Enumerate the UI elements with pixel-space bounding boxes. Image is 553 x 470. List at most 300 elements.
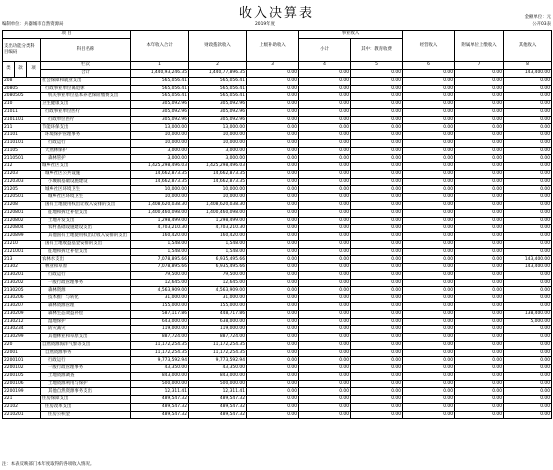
subject-code: 213 (3, 256, 41, 264)
amount-cell: 0.00 (351, 287, 403, 295)
amount-cell: 0.00 (403, 302, 455, 310)
amount-cell: 0.00 (247, 396, 299, 404)
amount-cell: 0.00 (455, 271, 504, 279)
amount-cell: 0.00 (247, 248, 299, 256)
amount-cell: 4,563,909.00 (189, 287, 247, 295)
table-row (3, 186, 552, 194)
col-no: 3 (247, 62, 299, 70)
subject-code: 2200199 (3, 388, 41, 396)
amount-cell: 0.00 (403, 116, 455, 124)
amount-cell: 0.00 (455, 240, 504, 248)
amount-cell: 489,547.32 (131, 403, 189, 411)
amount-cell: 9,773,592.94 (131, 357, 189, 365)
amount-cell: 0.00 (455, 302, 504, 310)
subject-name-header: 科目名称 (41, 39, 131, 62)
subject-name: 土地资源调查 (41, 372, 131, 380)
amount-cell: 0.00 (504, 302, 552, 310)
amount-cell: 0.00 (403, 163, 455, 171)
table-row (3, 116, 552, 124)
subject-code: 2130202 (3, 279, 41, 287)
total-cell: 1,440,93,246.35 (131, 70, 189, 78)
amount-cell: 0.00 (504, 403, 552, 411)
amount-cell: 489,547.32 (189, 411, 247, 419)
amount-cell: 11,172,254.35 (131, 341, 189, 349)
amount-cell: 0.00 (403, 248, 455, 256)
amount-cell: 643,000.00 (131, 318, 189, 326)
amount-cell: 0.00 (455, 287, 504, 295)
amount-cell: 0.00 (351, 271, 403, 279)
amount-cell: 0.00 (351, 279, 403, 287)
amount-cell: 43,350.00 (189, 365, 247, 373)
amount-cell: 305,092.96 (131, 101, 189, 109)
amount-cell: 0.00 (247, 411, 299, 419)
subject-name: 国有土地收益基金安排的支出 (41, 240, 131, 248)
table-row (3, 310, 552, 318)
amount-cell: 0.00 (299, 349, 351, 357)
amount-cell: 0.00 (504, 163, 552, 171)
amount-cell: 0.00 (351, 240, 403, 248)
amount-cell: 0.00 (504, 396, 552, 404)
table-row (3, 396, 552, 404)
amount-cell: 0.00 (299, 155, 351, 163)
table-row (3, 240, 552, 248)
amount-cell: 0.00 (299, 411, 351, 419)
amount-cell: 0.00 (299, 287, 351, 295)
amount-cell: 10,000.00 (189, 194, 247, 202)
amount-cell: 0.00 (504, 124, 552, 132)
amount-cell: 887,724.00 (189, 334, 247, 342)
amount-cell: 0.00 (351, 349, 403, 357)
amount-cell: 0.00 (247, 380, 299, 388)
subject-code: 2110501 (3, 155, 41, 163)
amount-cell: 0.00 (299, 225, 351, 233)
amount-cell: 0.00 (299, 194, 351, 202)
subject-name: 社会保障和就业支出 (41, 77, 131, 85)
amount-cell: 138,400.00 (504, 310, 552, 318)
total-cell: 0.00 (299, 70, 351, 78)
amount-cell: 887,724.00 (131, 334, 189, 342)
subject-name: 林业和草原 (41, 264, 131, 272)
amount-cell: 143,400.00 (504, 264, 552, 272)
subject-name: 森林资源 (41, 287, 131, 295)
table-row (3, 264, 552, 272)
amount-cell: 0.00 (403, 217, 455, 225)
kuan-header: 款 (15, 62, 27, 78)
amount-cell: 0.00 (504, 326, 552, 334)
table-row (3, 209, 552, 217)
amount-cell: 0.00 (247, 147, 299, 155)
subject-name: 森林管护 (41, 155, 131, 163)
amount-cell: 0.00 (247, 365, 299, 373)
subject-name: 农村基础设施建设支出 (41, 225, 131, 233)
amount-cell: 14,662,873.35 (189, 178, 247, 186)
subject-name: 征地和拆迁补偿支出 (41, 209, 131, 217)
amount-cell: 0.00 (299, 240, 351, 248)
subject-code: 208 (3, 77, 41, 85)
lei-header: 类 (3, 62, 15, 78)
subject-name: 技术推广与转化 (41, 295, 131, 303)
amount-cell: 0.00 (504, 240, 552, 248)
amount-cell: 5,000.00 (504, 318, 552, 326)
total-cell: 1,440,77,896.35 (189, 70, 247, 78)
amount-cell: 0.00 (403, 341, 455, 349)
subject-name: 城乡社区环境卫生 (41, 186, 131, 194)
subject-name: 城乡社区支出 (41, 163, 131, 171)
amount-cell: 0.00 (351, 295, 403, 303)
amount-cell: 0.00 (299, 108, 351, 116)
total-cell: 0.00 (247, 70, 299, 78)
subject-code: 212 (3, 163, 41, 171)
amount-cell: 0.00 (247, 318, 299, 326)
amount-cell: 0.00 (403, 326, 455, 334)
amount-cell: 12,645.00 (131, 279, 189, 287)
amount-cell: 0.00 (455, 194, 504, 202)
amount-cell: 0.00 (247, 302, 299, 310)
amount-cell: 0.00 (299, 209, 351, 217)
amount-cell: 0.00 (455, 217, 504, 225)
amount-cell: 0.00 (351, 108, 403, 116)
amount-cell: 0.00 (351, 209, 403, 217)
amount-cell: 0.00 (504, 349, 552, 357)
amount-cell: 0.00 (351, 302, 403, 310)
amount-cell: 0.00 (504, 365, 552, 373)
table-row (3, 139, 552, 147)
amount-cell: 0.00 (351, 170, 403, 178)
amount-cell: 0.00 (299, 178, 351, 186)
total-income-header: 本年收入合计 (131, 31, 189, 62)
subject-name: 行政运行 (41, 271, 131, 279)
amount-cell: 0.00 (403, 178, 455, 186)
table-row (3, 372, 552, 380)
amount-cell: 0.00 (247, 77, 299, 85)
amount-cell: 0.00 (455, 411, 504, 419)
table-row (3, 357, 552, 365)
amount-cell: 0.00 (403, 256, 455, 264)
amount-cell: 0.00 (504, 108, 552, 116)
table-row (3, 326, 552, 334)
table-row (3, 225, 552, 233)
amount-cell: 0.00 (403, 310, 455, 318)
amount-cell: 0.00 (403, 101, 455, 109)
subject-code: 2080505 (3, 93, 41, 101)
subject-code: 2200106 (3, 380, 41, 388)
subject-code: 21302 (3, 264, 41, 272)
amount-cell: 7,078,895.66 (131, 264, 189, 272)
amount-cell: 0.00 (455, 341, 504, 349)
amount-cell: 0.00 (504, 225, 552, 233)
amount-cell: 489,547.32 (131, 411, 189, 419)
table-row (3, 403, 552, 411)
subject-name: 行政事业单位医疗 (41, 108, 131, 116)
amount-cell: 843,000.00 (131, 372, 189, 380)
subject-name: 土地开发支出 (41, 217, 131, 225)
amount-cell: 638,000.00 (189, 318, 247, 326)
amount-cell: 0.00 (351, 225, 403, 233)
table-row (3, 124, 552, 132)
table-row (3, 233, 552, 241)
table-row (3, 279, 552, 287)
report-year: 2019年度 (255, 22, 275, 27)
amount-cell: 0.00 (403, 147, 455, 155)
amount-cell: 0.00 (455, 101, 504, 109)
subject-name: 湿地保护 (41, 318, 131, 326)
subject-name: 天然林保护 (41, 147, 131, 155)
subject-name: 行政事业单位离退休 (41, 85, 131, 93)
amount-cell: 0.00 (299, 124, 351, 132)
subject-name: 一般行政管理事务 (41, 365, 131, 373)
amount-cell: 13,000.00 (189, 124, 247, 132)
table-row (3, 194, 552, 202)
amount-cell: 0.00 (504, 388, 552, 396)
amount-cell: 0.00 (299, 326, 351, 334)
subject-name: 住房保障支出 (41, 396, 131, 404)
amount-cell: 0.00 (247, 256, 299, 264)
amount-cell: 0.00 (403, 411, 455, 419)
amount-cell: 565,056.41 (189, 77, 247, 85)
amount-cell: 0.00 (504, 209, 552, 217)
subject-code: 2120801 (3, 209, 41, 217)
amount-cell: 0.00 (351, 357, 403, 365)
table-row (3, 108, 552, 116)
amount-cell: 0.00 (403, 396, 455, 404)
row-number-label: 栏次 (41, 62, 131, 70)
amount-cell: 10,000.00 (131, 132, 189, 140)
amount-cell: 0.00 (247, 93, 299, 101)
amount-cell: 0.00 (299, 170, 351, 178)
amount-cell: 10,000.00 (131, 139, 189, 147)
amount-cell: 0.00 (351, 256, 403, 264)
amount-cell: 0.00 (504, 248, 552, 256)
amount-cell: 0.00 (351, 264, 403, 272)
amount-cell: 0.00 (403, 233, 455, 241)
amount-cell: 0.00 (351, 124, 403, 132)
table-row (3, 302, 552, 310)
amount-cell: 11,172,254.35 (131, 349, 189, 357)
footnote: 注：本表反映部门本年度取得的各项收入情况。 (2, 462, 95, 467)
amount-cell: 0.00 (247, 271, 299, 279)
amount-cell: 0.00 (504, 116, 552, 124)
amount-cell: 0.00 (247, 124, 299, 132)
edu-fee-header: 其中：教育收费 (351, 39, 403, 62)
table-row (3, 287, 552, 295)
subject-name: 森林生态效益补偿 (41, 310, 131, 318)
subject-code: 2130205 (3, 287, 41, 295)
amount-cell: 0.00 (403, 334, 455, 342)
amount-cell: 0.00 (455, 365, 504, 373)
amount-cell: 11,172,254.35 (189, 341, 247, 349)
amount-cell: 0.00 (351, 147, 403, 155)
subject-code: 2200105 (3, 372, 41, 380)
amount-cell: 0.00 (299, 264, 351, 272)
amount-cell: 0.00 (247, 178, 299, 186)
amount-cell: 0.00 (455, 186, 504, 194)
amount-cell: 0.00 (299, 380, 351, 388)
amount-cell: 0.00 (299, 147, 351, 155)
amount-cell: 10,000.00 (131, 194, 189, 202)
table-row (3, 318, 552, 326)
func-class-header: 支出功能分类科目编码 (3, 39, 41, 62)
subject-code: 22102 (3, 403, 41, 411)
amount-cell: 31,000.00 (131, 295, 189, 303)
table-row (3, 132, 552, 140)
amount-cell: 0.00 (247, 116, 299, 124)
amount-cell: 565,056.41 (131, 77, 189, 85)
subject-name: 住房改革支出 (41, 403, 131, 411)
amount-cell: 4,703,210.30 (131, 225, 189, 233)
amount-cell: 565,056.41 (131, 93, 189, 101)
amount-cell: 0.00 (455, 155, 504, 163)
amount-cell: 0.00 (504, 411, 552, 419)
amount-cell: 0.00 (351, 233, 403, 241)
currency-unit: 金额单位：元 (524, 15, 551, 20)
amount-cell: 1,400,460,098.00 (131, 209, 189, 217)
subject-code: 2130234 (3, 326, 41, 334)
amount-cell: 0.00 (299, 132, 351, 140)
amount-cell: 1,548.00 (131, 240, 189, 248)
subject-name: 行政运行 (41, 139, 131, 147)
amount-cell: 14,662,873.35 (189, 170, 247, 178)
amount-cell: 160,420.00 (131, 233, 189, 241)
xiang-header: 项 (27, 62, 41, 78)
amount-cell: 3,000.00 (189, 147, 247, 155)
amount-cell: 0.00 (351, 132, 403, 140)
table-row (3, 334, 552, 342)
amount-cell: 0.00 (455, 116, 504, 124)
subject-name: 其他国有土地使用权出让收入安排的支出 (41, 233, 131, 241)
amount-cell: 0.00 (504, 101, 552, 109)
amount-cell: 0.00 (455, 163, 504, 171)
income-table (2, 30, 552, 419)
amount-cell: 448,717.86 (189, 310, 247, 318)
affiliated-income-header: 附属单位上缴收入 (455, 31, 504, 62)
amount-cell: 0.00 (403, 155, 455, 163)
amount-cell: 119,000.00 (131, 326, 189, 334)
amount-cell: 0.00 (299, 248, 351, 256)
subject-name: 机关事业单位基本养老保险缴费支出 (41, 93, 131, 101)
amount-cell: 0.00 (403, 287, 455, 295)
amount-cell: 13,000.00 (131, 124, 189, 132)
table-row (3, 349, 552, 357)
amount-cell: 0.00 (247, 85, 299, 93)
table-row (3, 163, 552, 171)
amount-cell: 0.00 (299, 396, 351, 404)
amount-cell: 4,703,210.30 (189, 225, 247, 233)
amount-cell: 0.00 (455, 85, 504, 93)
amount-cell: 0.00 (403, 132, 455, 140)
amount-cell: 1,548.00 (189, 240, 247, 248)
subject-code: 2101101 (3, 116, 41, 124)
amount-cell: 0.00 (403, 388, 455, 396)
amount-cell: 0.00 (247, 186, 299, 194)
amount-cell: 0.00 (455, 256, 504, 264)
amount-cell: 3,000.00 (189, 155, 247, 163)
amount-cell: 0.00 (247, 108, 299, 116)
subject-name: 一般行政管理事务 (41, 279, 131, 287)
amount-cell: 0.00 (403, 170, 455, 178)
amount-cell: 0.00 (299, 295, 351, 303)
amount-cell: 0.00 (299, 302, 351, 310)
amount-cell: 0.00 (403, 225, 455, 233)
subject-code: 2130207 (3, 302, 41, 310)
amount-cell: 0.00 (247, 217, 299, 225)
amount-cell: 0.00 (299, 256, 351, 264)
total-cell: 143,400.00 (504, 70, 552, 78)
amount-cell: 0.00 (403, 186, 455, 194)
subject-code: 2200101 (3, 357, 41, 365)
amount-cell: 0.00 (299, 85, 351, 93)
amount-cell: 0.00 (351, 403, 403, 411)
amount-cell: 119,000.00 (189, 326, 247, 334)
table-row (3, 178, 552, 186)
amount-cell: 160,420.00 (189, 233, 247, 241)
amount-cell: 0.00 (299, 403, 351, 411)
amount-cell: 0.00 (299, 372, 351, 380)
amount-cell: 0.00 (455, 264, 504, 272)
amount-cell: 0.00 (351, 388, 403, 396)
amount-cell: 0.00 (351, 85, 403, 93)
amount-cell: 0.00 (299, 365, 351, 373)
amount-cell: 0.00 (247, 403, 299, 411)
amount-cell: 10,000.00 (189, 132, 247, 140)
amount-cell: 9,773,592.94 (189, 357, 247, 365)
amount-cell: 0.00 (403, 108, 455, 116)
amount-cell: 0.00 (455, 93, 504, 101)
amount-cell: 500,000.00 (131, 380, 189, 388)
amount-cell: 0.00 (504, 186, 552, 194)
amount-cell: 0.00 (247, 388, 299, 396)
table-row (3, 101, 552, 109)
amount-cell: 0.00 (455, 178, 504, 186)
amount-cell: 0.00 (504, 334, 552, 342)
amount-cell: 0.00 (504, 341, 552, 349)
table-row (3, 256, 552, 264)
amount-cell: 0.00 (299, 93, 351, 101)
subject-code: 22001 (3, 349, 41, 357)
amount-cell: 0.00 (403, 365, 455, 373)
subject-code: 2130299 (3, 334, 41, 342)
table-row (3, 388, 552, 396)
subject-code: 2120804 (3, 225, 41, 233)
amount-cell: 0.00 (351, 318, 403, 326)
total-row (3, 70, 552, 78)
amount-cell: 305,092.96 (131, 108, 189, 116)
amount-cell: 10,000.00 (189, 186, 247, 194)
amount-cell: 6,935,495.66 (189, 264, 247, 272)
table-row (3, 202, 552, 210)
subject-code: 21101 (3, 132, 41, 140)
table-row (3, 155, 552, 163)
amount-cell: 0.00 (504, 194, 552, 202)
col-no: 2 (189, 62, 247, 70)
amount-cell: 0.00 (455, 139, 504, 147)
amount-cell: 0.00 (247, 233, 299, 241)
amount-cell: 0.00 (247, 225, 299, 233)
amount-cell: 0.00 (455, 403, 504, 411)
col-no: 5 (351, 62, 403, 70)
amount-cell: 0.00 (403, 295, 455, 303)
amount-cell: 4,563,909.00 (131, 287, 189, 295)
amount-cell: 0.00 (299, 318, 351, 326)
amount-cell: 14,662,873.35 (131, 178, 189, 186)
amount-cell: 0.00 (351, 365, 403, 373)
amount-cell: 0.00 (351, 186, 403, 194)
amount-cell: 0.00 (351, 248, 403, 256)
amount-cell: 0.00 (403, 139, 455, 147)
amount-cell: 0.00 (299, 388, 351, 396)
subject-name: 住房公积金 (41, 411, 131, 419)
amount-cell: 489,547.32 (189, 403, 247, 411)
amount-cell: 0.00 (403, 271, 455, 279)
